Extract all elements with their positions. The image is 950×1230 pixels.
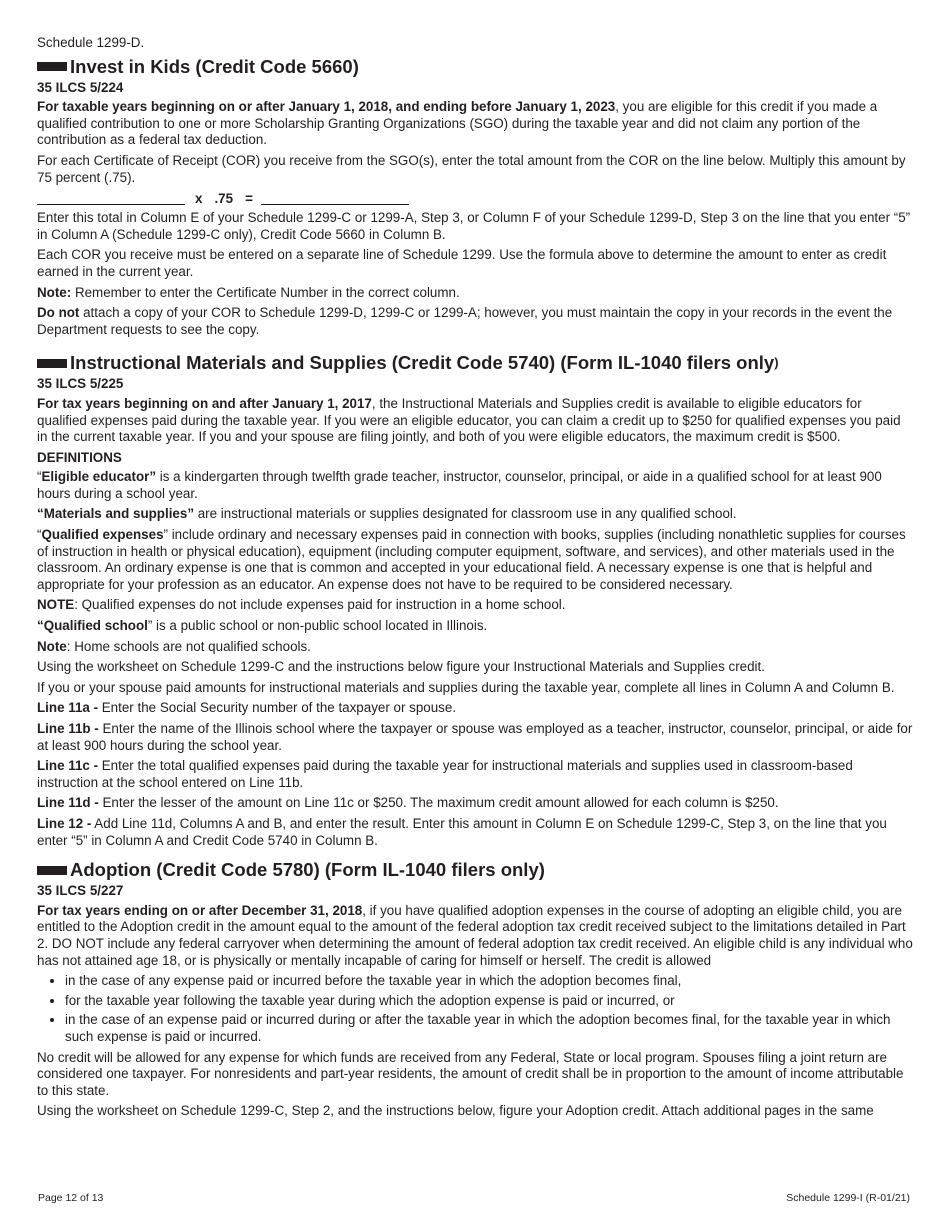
list-item: • in the case of any expense paid or incurred before the taxable year in which the adoption becomes final,: [65, 973, 913, 990]
list-item: • in the case of an expense paid or incurred during or after the taxable year in which the adoption becomes final, for the taxable year in which such expense is paid or incurred.: [65, 1012, 913, 1045]
paragraph: For each Certificate of Receipt (COR) you receive from the SGO(s), enter the total amount from the COR on the line below. Multiply this amount by 75 percent (.75).: [37, 152, 906, 185]
statute-reference: 35 ILCS 5/227: [37, 883, 124, 899]
cor-amount-line: [37, 194, 185, 205]
section-title: Instructional Materials and Supplies (Credit Code 5740) (Form IL-1040 filers only: [70, 352, 775, 374]
section-invest-in-kids: [37, 56, 913, 339]
paragraph: Enter this total in Column E of your Schedule 1299-C or 1299-A, Step 3, or Column F of your Schedule 1299-D, Step 3 on the line that you enter “5” in Column A (Schedule 1299-C only), Credit Code 5660 in Column B.: [37, 210, 911, 242]
paragraph: If you or your spouse paid amounts for instructional materials and supplies during the taxable year, complete all lines in Column A and Column B.: [37, 679, 895, 695]
heading-bar-icon: [37, 866, 67, 875]
statute-reference: 35 ILCS 5/225: [37, 376, 124, 392]
note: Note: Home schools are not qualified schools.: [37, 638, 311, 654]
line-instruction: Line 11b - Enter the name of the Illinois school where the taxpayer or spouse was employed as a teacher, instructor, counselor, principal, or aide for at least 900 hours during the school year.: [37, 721, 913, 753]
definition: “Qualified school” is a public school or non-public school located in Illinois.: [37, 618, 488, 634]
section-adoption: [37, 859, 913, 1120]
page-number: Page 12 of 13: [38, 1192, 104, 1204]
section-heading: [37, 56, 913, 78]
list-item: • for the taxable year following the taxable year during which the adoption expense is paid or incurred, or: [65, 993, 913, 1010]
note: NOTE: Qualified expenses do not include expenses paid for instruction in a home school.: [37, 597, 566, 613]
continuation-text: Schedule 1299-D.: [37, 35, 145, 50]
line-instruction: Line 12 - Add Line 11d, Columns A and B, and enter the result. Enter this amount in Column E on Schedule 1299-C, Step 3, on the line that you enter “5” in Column A and Credit Code 5740 in Column B.: [37, 815, 887, 848]
heading-bar-icon: [37, 359, 67, 368]
statute-reference: 35 ILCS 5/224: [37, 79, 124, 95]
document-body: [37, 35, 913, 1124]
paragraph: For tax years beginning on and after January 1, 2017, the Instructional Materials and Supplies credit is available to eligible educators for qualified expenses paid during the taxable year. If you were an eligible educator, you can claim a credit up to $250 for qualified expenses you paid in the current taxable year. If you and your spouse are filing jointly, and both of you were eligible educators, the maximum credit is $500.: [37, 395, 901, 445]
paragraph: For tax years ending on or after December 31, 2018, if you have qualified adoption expenses in the course of adopting an eligible child, you are entitled to the Adoption credit in the amount equal to the amount of the federal adoption tax credit received subject to the limitations detailed in Part 2. DO NOT include any federal carryover when determining the amount of federal adoption tax credit received. An eligible child is any individual who has not attained age 18, or is physically or mentally incapable of caring for himself or herself. The credit is allowed: [37, 902, 913, 968]
line-instruction: Line 11d - Enter the lesser of the amount on Line 11c or $250. The maximum credit amount allowed for each column is $250.: [37, 795, 779, 811]
definition: “Qualified expenses” include ordinary and necessary expenses paid in connection with books, supplies (including nonathletic supplies for courses of instruction in health or physical education), equipment (including computer equipment, software, and services), and other materials used in the classroom. An ordinary expense is one that is common and accepted in your educational field. A necessary expense is one that is helpful and appropriate for your profession as an educator. An expense does not have to be required to be considered necessary.: [37, 527, 906, 592]
equals-sign: =: [245, 190, 253, 206]
definition: “Eligible educator” is a kindergarten through twelfth grade teacher, instructor, counselor, principal, or aide in a qualified school for at least 900 hours during a school year.: [37, 469, 882, 501]
line-instruction: Line 11c - Enter the total qualified expenses paid during the taxable year for instructional materials and supplies used in classroom-based instruction at the school entered on Line 11b.: [37, 758, 853, 790]
rate-value: .75: [214, 190, 234, 206]
form-identifier: Schedule 1299-I (R-01/21): [786, 1192, 910, 1204]
paragraph: Using the worksheet on Schedule 1299-C and the instructions below figure your Instructional Materials and Supplies credit.: [37, 659, 765, 675]
paragraph: Each COR you receive must be entered on a separate line of Schedule 1299. Use the formula above to determine the amount to enter as credit earned in the current year.: [37, 247, 887, 279]
section-title: Adoption (Credit Code 5780) (Form IL-1040 filers only): [70, 859, 545, 881]
definitions-heading: DEFINITIONS: [37, 449, 122, 465]
section-title-tail: ): [774, 355, 779, 371]
paragraph: Using the worksheet on Schedule 1299-C, Step 2, and the instructions below, figure your Adoption credit. Attach additional pages in the same: [37, 1103, 874, 1119]
multiply-sign: x: [195, 190, 203, 206]
section-title: Invest in Kids (Credit Code 5660): [70, 55, 359, 77]
paragraph: Do not attach a copy of your COR to Schedule 1299-D, 1299-C or 1299-A; however, you must maintain the copy in your records in the event the Department requests to see the copy.: [37, 305, 893, 337]
heading-bar-icon: [37, 62, 67, 71]
section-instructional-materials: [37, 352, 913, 849]
definition: “Materials and supplies” are instructional materials or supplies designated for classroom use in any qualified school.: [37, 506, 737, 522]
result-line: [261, 194, 409, 205]
note: Note: Remember to enter the Certificate Number in the correct column.: [37, 284, 460, 300]
line-instruction: Line 11a - Enter the Social Security number of the taxpayer or spouse.: [37, 700, 457, 716]
section-heading: [37, 859, 913, 881]
allowance-list: [37, 973, 913, 1045]
paragraph: No credit will be allowed for any expense for which funds are received from any Federal, State or local program. Spouses filing a joint return are considered one taxpayer. For nonresidents and part-year residents, the amount of credit shall be in proportion to the amount of income attributable to this state.: [37, 1049, 904, 1098]
credit-formula: [37, 190, 913, 208]
section-heading: [37, 352, 913, 374]
paragraph: For taxable years beginning on or after January 1, 2018, and ending before January 1, 2023, you are eligible for this credit if you made a qualified contribution to one or more Scholarship Granting Organizations (SGO) during the taxable year and did not claim any portion of the contribution as a federal tax deduction.: [37, 99, 878, 148]
